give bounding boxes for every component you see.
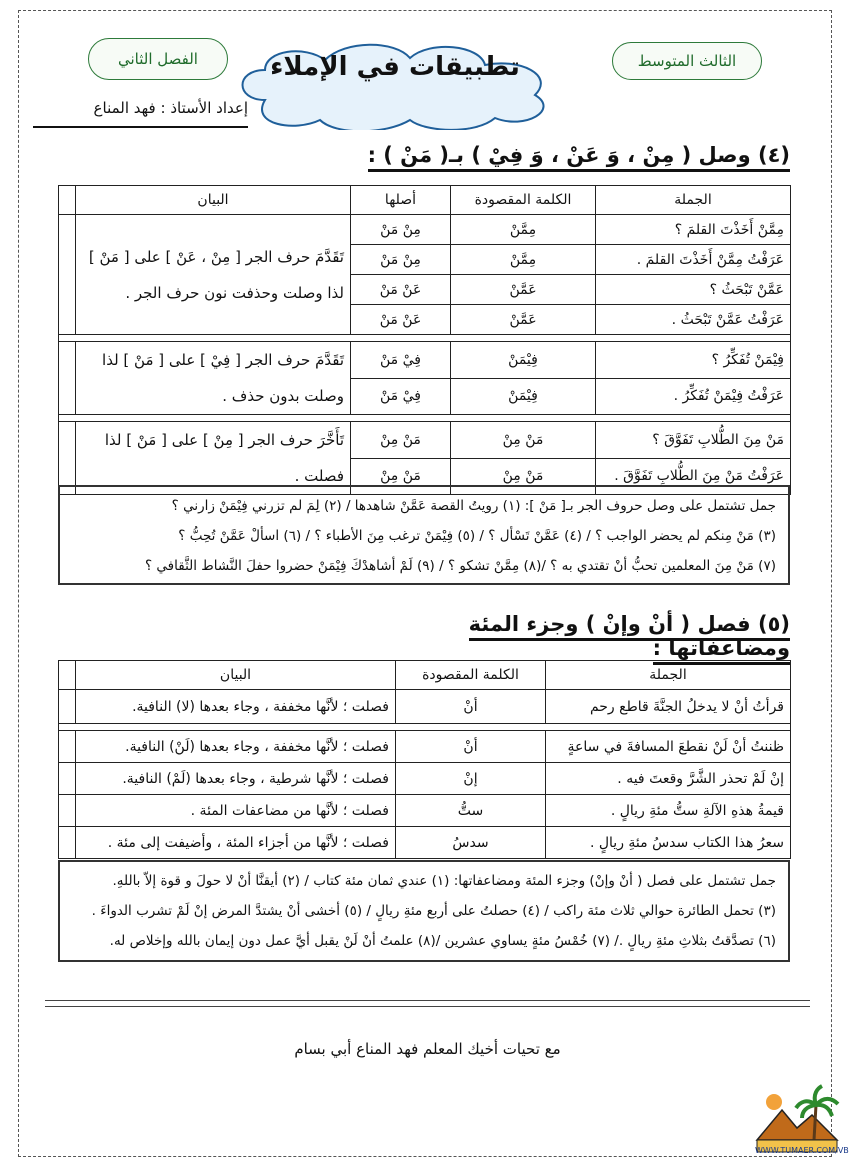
sentence-cell: عَرَفْتُ مَنْ مِنَ الطُّلابِ تَفَوَّقَ .: [596, 458, 791, 495]
grade-label: [612, 42, 762, 80]
origin-cell: عَنْ مَنْ: [351, 305, 451, 335]
explanation-cell: تَأَخَّرَ حرف الجر [ مِنْ ] على [ مَنْ ] لذا فصلت .: [76, 422, 351, 495]
author-underline: [33, 126, 248, 128]
example-line: (٧) مَنْ مِنَ المعلمين تحبُّ أنْ تقتدي به ؟ /(٨) مِمَّنْ تشكو ؟ / (٩) لَمْ أشاهدْكَ فِيْمَنْ حضروا حفلَ النَّشاط الثَّقافي ؟: [144, 558, 776, 574]
word-cell: فِيْمَنْ: [451, 342, 596, 379]
origin-cell: عَنْ مَنْ: [351, 275, 451, 305]
section5-table: [58, 660, 791, 859]
header-sentence: الجملة: [596, 186, 791, 215]
table-row: [59, 795, 791, 827]
word-cell: عَمَّنْ: [451, 305, 596, 335]
word-cell: مَنْ مِنْ: [451, 422, 596, 459]
margin-cell: [59, 186, 76, 215]
origin-cell: مِنْ مَنْ: [351, 215, 451, 245]
word-cell: مِمَّنْ: [451, 245, 596, 275]
header-word: الكلمة المقصودة: [451, 186, 596, 215]
margin-cell: [59, 690, 76, 724]
margin-cell: [59, 763, 76, 795]
explanation-cell: تَقَدَّمَ حرف الجر [ فِيْ ] على [ مَنْ ] لذا وصلت بدون حذف .: [76, 342, 351, 415]
explanation-cell: تَقَدَّمَ حرف الجر [ مِنْ ، عَنْ ] على [ مَنْ ] لذا وصلت وحذفت نون حرف الجر .: [76, 215, 351, 335]
logo-url: WWW.TUMAER.COM/VB: [755, 1146, 849, 1155]
explanation-cell: فصلت ؛ لأنَّها مخففة ، وجاء بعدها (لَنْ) النافية.: [76, 731, 396, 763]
table-row: [59, 827, 791, 859]
explanation-cell: فصلت ؛ لأنَّها مخففة ، وجاء بعدها (لا) النافية.: [76, 690, 396, 724]
margin-cell: [59, 731, 76, 763]
explanation-cell: فصلت ؛ لأنَّها من مضاعفات المئة .: [76, 795, 396, 827]
term-text: الفصل الثاني: [118, 50, 198, 68]
author-line: إعداد الأستاذ : فهد المناع: [93, 99, 248, 117]
page-title: تطبيقات في الإملاء: [270, 52, 520, 82]
section5-title: [380, 612, 790, 660]
word-cell: ستُّ: [396, 795, 546, 827]
header-sentence: الجملة: [546, 661, 791, 690]
word-cell: عَمَّنْ: [451, 275, 596, 305]
margin-cell: [59, 827, 76, 859]
word-cell: إنْ: [396, 763, 546, 795]
margin-cell: [59, 215, 76, 335]
sentence-cell: عَمَّنْ تَبْحَثُ ؟: [596, 275, 791, 305]
sentence-cell: قيمةُ هذهِ الآلةِ ستُّ مئةِ ريالٍ .: [546, 795, 791, 827]
section5-examples-box: [58, 860, 790, 962]
table-row: [59, 763, 791, 795]
table-header-row: [59, 186, 791, 215]
origin-cell: فِيْ مَنْ: [351, 378, 451, 415]
section4-title: [340, 143, 790, 167]
table-row: [59, 422, 791, 459]
sentence-cell: ظننتُ أنْ لَنْ نقطعَ المسافةَ في ساعةٍ: [546, 731, 791, 763]
section4-title-text: (٤) وصل ( مِنْ ، وَ عَنْ ، وَ فِيْ ) بـ( مَنْ ) :: [368, 143, 790, 172]
table-row: [59, 731, 791, 763]
word-cell: سدسُ: [396, 827, 546, 859]
sentence-cell: قرأتُ أنْ لا يدخلُ الجنَّةَ قاطع رحم: [546, 690, 791, 724]
word-cell: مِمَّنْ: [451, 215, 596, 245]
margin-cell: [59, 422, 76, 495]
example-line: (٣) تحمل الطائرة حوالي ثلاث مئة راكب / (٤) حصلتُ على أربع مئةِ ريالٍ / (٥) أخشى أنْ يشتدَّ المرض إنْ لَمْ تشرب الدواءَ .: [91, 903, 776, 919]
header-origin: أصلها: [351, 186, 451, 215]
explanation-cell: فصلت ؛ لأنَّها شرطية ، وجاء بعدها (لَمْ) النافية.: [76, 763, 396, 795]
word-cell: مَنْ مِنْ: [451, 458, 596, 495]
section4-examples-box: [58, 485, 790, 585]
origin-cell: مِنْ مَنْ: [351, 245, 451, 275]
gap-row: [59, 335, 791, 342]
example-line: (٦) تصدَّقتُ بثلاثِ مئةِ ريالٍ ./ (٧) خُمْسُ مئةٍ يساوي عشرين /(٨) علمتُ أنْ لَنْ يقبل أيَّ عمل دون إيمان بالله وإخلاص له.: [109, 933, 776, 949]
table-row: [59, 215, 791, 245]
sentence-cell: سعرُ هذا الكتاب سدسُ مئةِ ريالٍ .: [546, 827, 791, 859]
table-header-row: [59, 661, 791, 690]
word-cell: فِيْمَنْ: [451, 378, 596, 415]
margin-cell: [59, 661, 76, 690]
example-line: جمل تشتمل على فصل ( أنْ وإنْ) وجزء المئة ومضاعفاتها: (١) عندي ثمان مئة كتاب / (٢) أيقنَّا أنْ لا حولَ و قوة إلاّ باللهِ.: [112, 873, 776, 889]
grade-text: الثالث المتوسط: [637, 52, 737, 70]
word-cell: أنْ: [396, 690, 546, 724]
header-explanation: البيان: [76, 186, 351, 215]
example-line: جمل تشتمل على وصل حروف الجر بـ[ مَنْ ]: (١) رويتُ القصة عَمَّنْ شاهدها / (٢) لِمَ لم تزرني فِيْمَنْ زارني ؟: [171, 498, 776, 514]
sentence-cell: إنْ لَمْ تحذر الشَّرَّ وقعتَ فيه .: [546, 763, 791, 795]
section4-table: [58, 185, 791, 495]
footer-greeting: مع تحيات أخيك المعلم فهد المناع أبي بسام: [294, 1040, 561, 1058]
margin-cell: [59, 342, 76, 415]
gap-row: [59, 724, 791, 731]
gap-row: [59, 415, 791, 422]
header-explanation: البيان: [76, 661, 396, 690]
word-cell: أنْ: [396, 731, 546, 763]
divider-line: [45, 1006, 810, 1007]
divider-line: [45, 1000, 810, 1001]
sentence-cell: عَرَفْتُ فِيْمَنْ تُفَكِّرُ .: [596, 378, 791, 415]
header-word: الكلمة المقصودة: [396, 661, 546, 690]
origin-cell: فِيْ مَنْ: [351, 342, 451, 379]
table-row: [59, 342, 791, 379]
sentence-cell: مَنْ مِنَ الطُّلابِ تَفَوَّقَ ؟: [596, 422, 791, 459]
example-line: (٣) مَنْ مِنكم لم يحضر الواجب ؟ / (٤) عَمَّنْ تَسْأل ؟ / (٥) فِيْمَنْ ترغب مِنَ الأطباء ؟ / (٦) اسألْ عَمَّنْ تُحِبُّ ؟: [178, 528, 776, 544]
term-label: [88, 38, 228, 80]
sentence-cell: مِمَّنْ أَخَذْتَ القلمَ ؟: [596, 215, 791, 245]
sentence-cell: عَرَفْتُ عَمَّنْ تَبْحَثُ .: [596, 305, 791, 335]
origin-cell: مَنْ مِنْ: [351, 458, 451, 495]
sentence-cell: فِيْمَنْ تُفَكِّرُ ؟: [596, 342, 791, 379]
margin-cell: [59, 795, 76, 827]
origin-cell: مَنْ مِنْ: [351, 422, 451, 459]
section5-title-text: (٥) فصل ( أنْ وإنْ ) وجزء المئة ومضاعفاتها :: [469, 612, 790, 665]
explanation-cell: فصلت ؛ لأنَّها من أجزاء المئة ، وأضيفت إلى مئة .: [76, 827, 396, 859]
table-row: [59, 690, 791, 724]
sentence-cell: عَرَفْتُ مِمَّنْ أَخَذْتَ القلمَ .: [596, 245, 791, 275]
